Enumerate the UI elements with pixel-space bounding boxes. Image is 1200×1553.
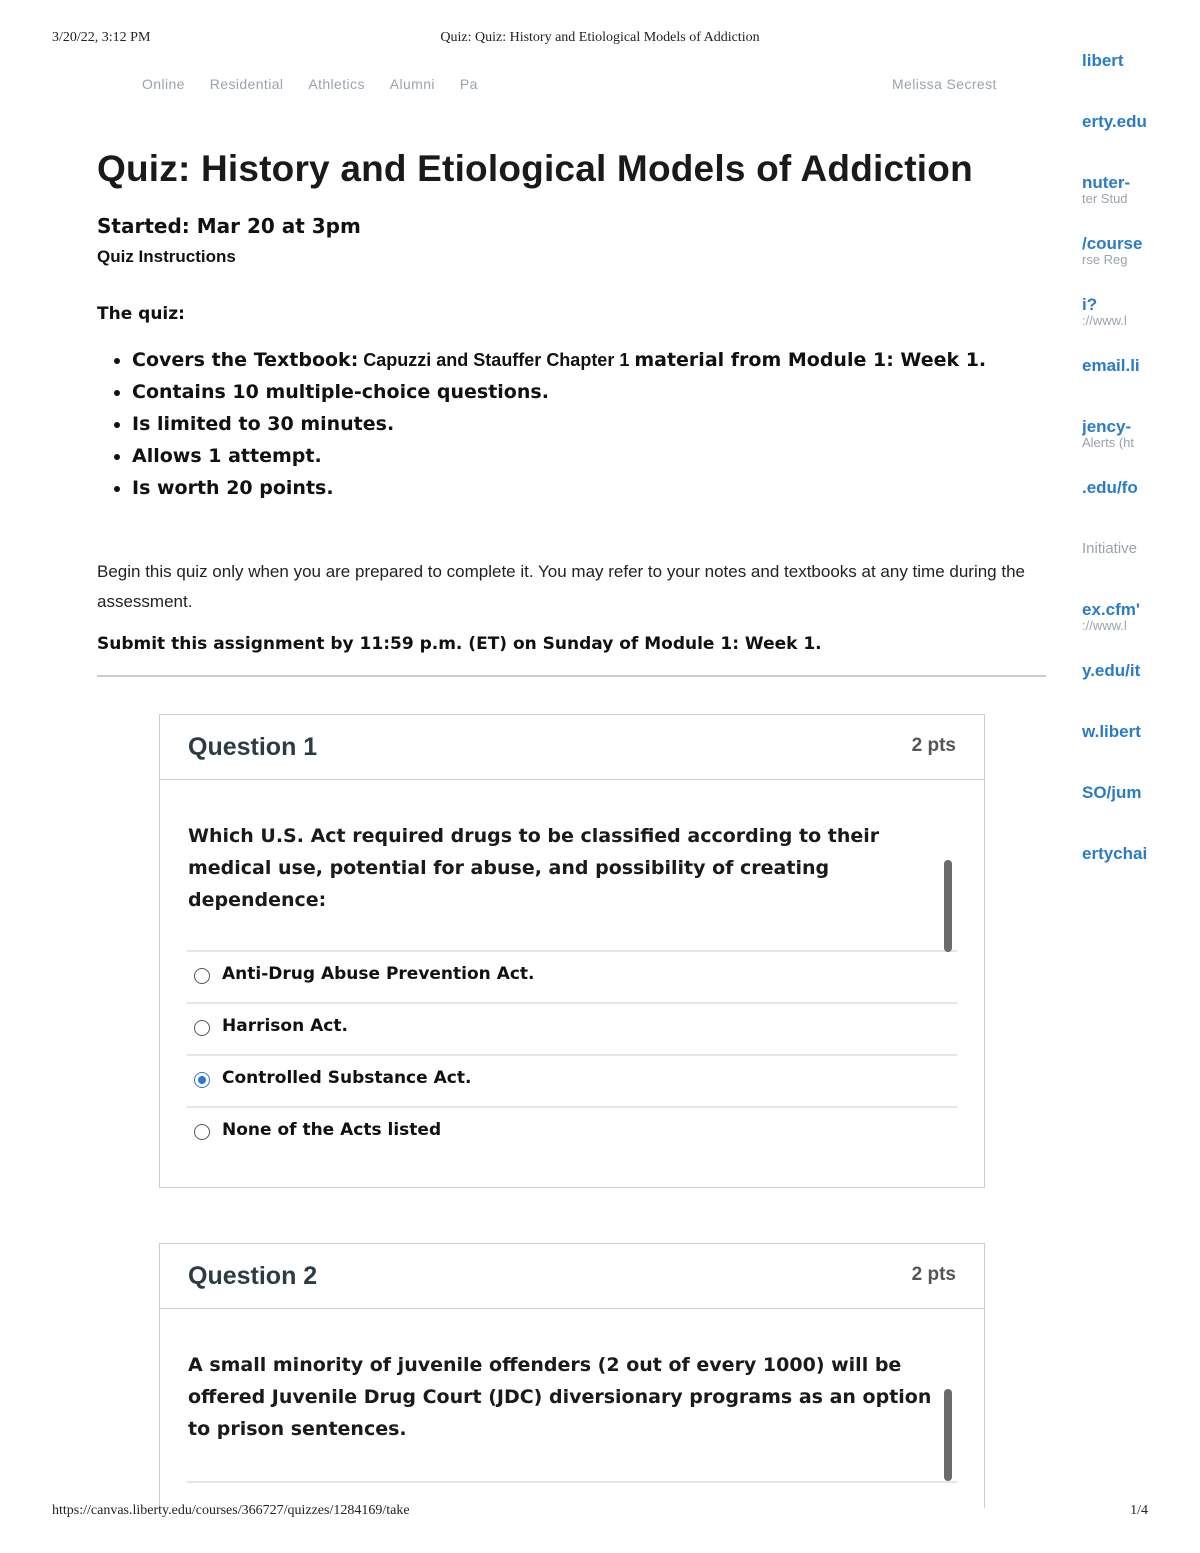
print-page-title: Quiz: Quiz: History and Etiological Models of Addiction xyxy=(440,30,760,45)
right-link[interactable]: nuter- ter Stud xyxy=(1082,174,1131,206)
print-page-number: 1/4 xyxy=(1130,1503,1148,1518)
answer-option[interactable] xyxy=(187,1004,957,1056)
quiz-instructions-label: Quiz Instructions xyxy=(97,247,236,266)
right-link[interactable]: email.li xyxy=(1082,357,1140,375)
nav-truncated[interactable]: Pa xyxy=(459,76,478,92)
started-time: Started: Mar 20 at 3pm xyxy=(97,214,361,238)
answer-label: Controlled Substance Act. xyxy=(222,1068,472,1088)
scrollbar[interactable] xyxy=(944,860,952,952)
right-link[interactable]: libert xyxy=(1082,52,1124,70)
nav-athletics[interactable]: Athletics xyxy=(308,76,365,92)
question-header xyxy=(160,715,984,780)
the-quiz-label: The quiz: xyxy=(97,304,185,324)
radio-button[interactable] xyxy=(194,1124,210,1140)
question-points: 2 pts xyxy=(911,1264,956,1285)
right-link: Initiative xyxy=(1082,540,1138,557)
print-url: https://canvas.liberty.edu/courses/366727/quizzes/1284169/take xyxy=(52,1503,410,1518)
question-title: Question 2 xyxy=(188,1262,318,1290)
answer-list xyxy=(187,1481,957,1483)
begin-instructions: Begin this quiz only when you are prepared to complete it. You may refer to your notes and textbooks at any time during the assessment. xyxy=(97,562,1025,611)
list-item: • Is limited to 30 minutes. xyxy=(132,408,1052,440)
nav-online[interactable]: Online xyxy=(142,76,185,92)
quiz-rules-list xyxy=(97,344,1052,504)
print-footer xyxy=(52,1503,1148,1523)
submit-deadline: Submit this assignment by 11:59 p.m. (ET) on Sunday of Module 1: Week 1. xyxy=(97,634,822,654)
right-link[interactable]: jency- Alerts (ht xyxy=(1082,418,1135,450)
question-body xyxy=(160,820,984,1158)
answer-list xyxy=(187,950,957,1158)
right-link[interactable]: w.libert xyxy=(1082,723,1141,741)
answer-label: Harrison Act. xyxy=(222,1016,348,1036)
right-link[interactable]: /course rse Reg xyxy=(1082,235,1143,267)
question-body xyxy=(160,1349,984,1483)
answer-label: None of the Acts listed xyxy=(222,1120,442,1140)
list-item: • Allows 1 attempt. xyxy=(132,440,1052,472)
print-header xyxy=(52,30,1148,50)
question-text: A small minority of juvenile offenders (2 out of every 1000) will be offered Juvenile Drug Court (JDC) diversionary programs as an option to prison sentences. xyxy=(188,1354,932,1440)
print-datetime: 3/20/22, 3:12 PM xyxy=(52,30,151,45)
question-points: 2 pts xyxy=(911,735,956,756)
quiz-title: Quiz: History and Etiological Models of Addiction xyxy=(97,148,973,189)
right-link[interactable]: SO/jum xyxy=(1082,784,1142,802)
nav-residential[interactable]: Residential xyxy=(209,76,284,92)
right-link[interactable]: .edu/fo xyxy=(1082,479,1138,497)
scrollbar[interactable] xyxy=(944,1389,952,1481)
answer-option[interactable] xyxy=(187,952,957,1004)
list-item: • Contains 10 multiple-choice questions. xyxy=(132,376,1052,408)
question-text: Which U.S. Act required drugs to be classified according to their medical use, potential for abuse, and possibility of creating dependence: xyxy=(188,825,880,911)
question-card-2 xyxy=(159,1243,985,1508)
question-card-1 xyxy=(159,714,985,1188)
radio-button[interactable] xyxy=(194,1020,210,1036)
right-link[interactable]: y.edu/it xyxy=(1082,662,1141,680)
answer-label: Anti-Drug Abuse Prevention Act. xyxy=(222,964,535,984)
radio-button[interactable] xyxy=(194,968,210,984)
list-item: • Covers the Textbook: Capuzzi and Stauffer Chapter 1 material from Module 1: Week 1. xyxy=(132,344,1052,376)
radio-button-checked[interactable] xyxy=(194,1072,210,1088)
list-item: • Is worth 20 points. xyxy=(132,472,1052,504)
question-title: Question 1 xyxy=(188,733,318,761)
right-link[interactable]: ertychai xyxy=(1082,845,1148,863)
top-navigation xyxy=(142,76,502,98)
answer-option[interactable] xyxy=(187,1108,957,1158)
right-link[interactable]: i? ://www.l xyxy=(1082,296,1127,328)
question-header xyxy=(160,1244,984,1309)
right-link-column xyxy=(1082,52,1148,906)
answer-option-selected[interactable] xyxy=(187,1056,957,1108)
right-link[interactable]: erty.edu xyxy=(1082,113,1147,131)
nav-alumni[interactable]: Alumni xyxy=(389,76,435,92)
user-name[interactable]: Melissa Secrest xyxy=(892,76,997,92)
right-link[interactable]: ex.cfm' ://www.l xyxy=(1082,601,1140,633)
section-divider xyxy=(97,675,1046,677)
